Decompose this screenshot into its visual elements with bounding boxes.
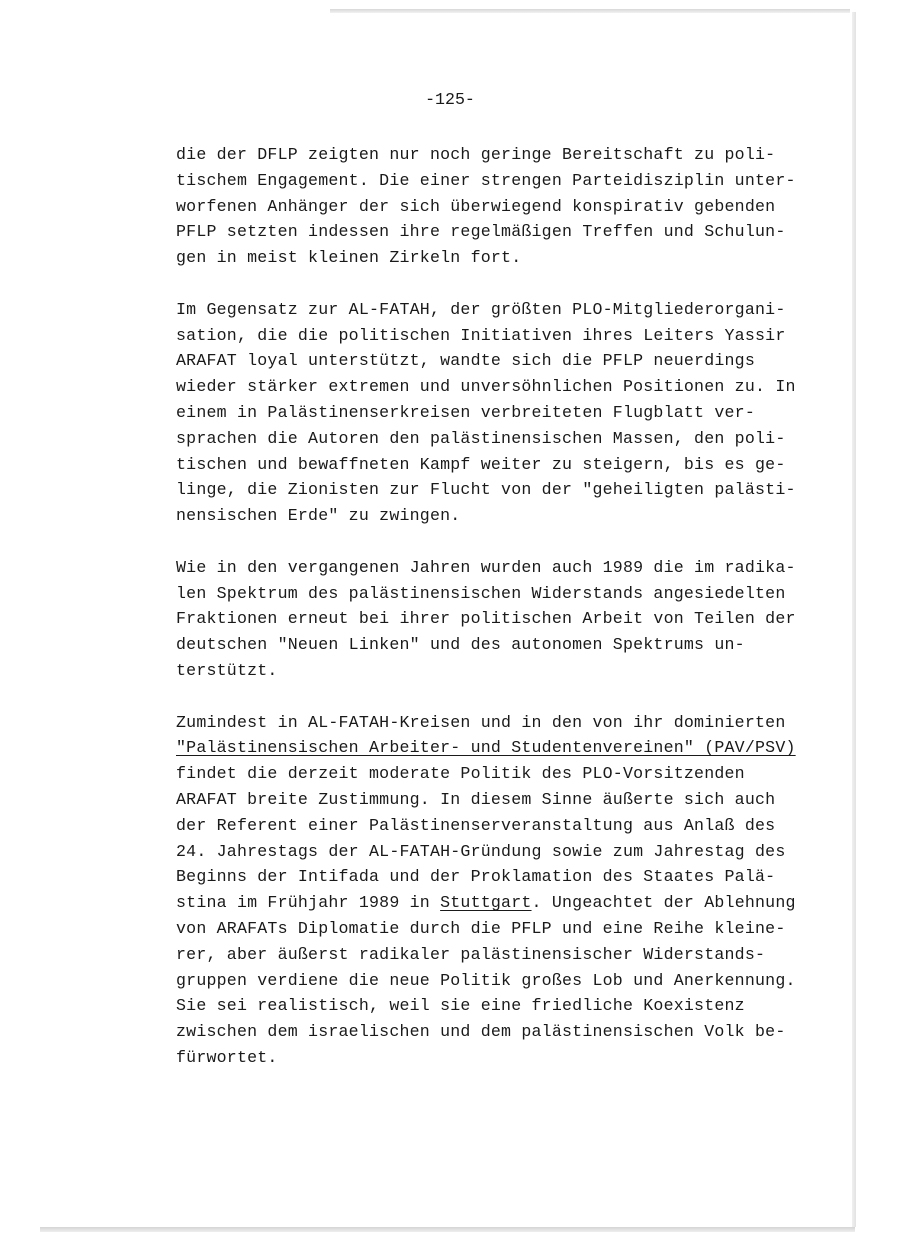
text-line: Fraktionen erneut bei ihrer politischen Arbeit von Teilen der bbox=[176, 609, 796, 629]
body-text bbox=[176, 142, 836, 1096]
text-line: linge, die Zionisten zur Flucht von der "geheiligten palästi- bbox=[176, 480, 796, 500]
scan-edge-bottom bbox=[40, 1227, 855, 1232]
text-line: der Referent einer Palästinenserveranstaltung aus Anlaß des bbox=[176, 815, 776, 835]
text-line: len Spektrum des palästinensischen Widerstands angesiedelten bbox=[176, 583, 786, 603]
text-line: sation, die die politischen Initiativen ihres Leiters Yassir bbox=[176, 325, 786, 345]
text-line: rer, aber äußerst radikaler palästinensischer Widerstands- bbox=[176, 944, 766, 964]
text-line: Zumindest in AL-FATAH-Kreisen und in den von ihr dominierten bbox=[176, 712, 786, 732]
text-line: deutschen "Neuen Linken" und des autonomen Spektrums un- bbox=[176, 635, 745, 655]
text-line bbox=[176, 890, 836, 916]
text-line: einem in Palästinenserkreisen verbreiteten Flugblatt ver- bbox=[176, 402, 755, 422]
paragraph-3 bbox=[176, 555, 836, 684]
underlined-city-name: Stuttgart bbox=[440, 893, 532, 913]
text-line: gruppen verdiene die neue Politik großes Lob und Anerkennung. bbox=[176, 970, 796, 990]
text-line: terstützt. bbox=[176, 660, 278, 680]
text-line: wieder stärker extremen und unversöhnlichen Positionen zu. In bbox=[176, 377, 796, 397]
text-line: Sie sei realistisch, weil sie eine friedliche Koexistenz bbox=[176, 996, 745, 1016]
text-line: Im Gegensatz zur AL-FATAH, der größten PLO-Mitgliederorgani- bbox=[176, 299, 786, 319]
text-line: findet die derzeit moderate Politik des PLO-Vorsitzenden bbox=[176, 764, 745, 784]
scan-edge-top bbox=[330, 9, 850, 13]
text-line: worfenen Anhänger der sich überwiegend konspirativ gebenden bbox=[176, 196, 776, 216]
page-number: -125- bbox=[425, 90, 475, 109]
paragraph-4 bbox=[176, 710, 836, 1071]
text-line: ARAFAT breite Zustimmung. In diesem Sinne äußerte sich auch bbox=[176, 789, 776, 809]
scan-edge-right bbox=[852, 12, 856, 1227]
text-segment: . Ungeachtet der Ablehnung bbox=[531, 893, 796, 913]
text-line: von ARAFATs Diplomatie durch die PFLP und eine Reihe kleine- bbox=[176, 918, 786, 938]
text-line: 24. Jahrestags der AL-FATAH-Gründung sowie zum Jahrestag des bbox=[176, 841, 786, 861]
text-line: sprachen die Autoren den palästinensischen Massen, den poli- bbox=[176, 428, 786, 448]
paragraph-2 bbox=[176, 297, 836, 529]
text-line: fürwortet. bbox=[176, 1047, 278, 1067]
text-line: gen in meist kleinen Zirkeln fort. bbox=[176, 248, 522, 268]
text-line: Beginns der Intifada und der Proklamation des Staates Palä- bbox=[176, 867, 776, 887]
text-line: ARAFAT loyal unterstützt, wandte sich die PFLP neuerdings bbox=[176, 351, 755, 371]
text-line: PFLP setzten indessen ihre regelmäßigen Treffen und Schulun- bbox=[176, 222, 786, 242]
text-segment: stina im Frühjahr 1989 in bbox=[176, 893, 441, 913]
text-line: tischen und bewaffneten Kampf weiter zu steigern, bis es ge- bbox=[176, 454, 786, 474]
text-line: zwischen dem israelischen und dem palästinensischen Volk be- bbox=[176, 1022, 786, 1042]
text-line: tischem Engagement. Die einer strengen Parteidisziplin unter- bbox=[176, 170, 796, 190]
text-line: die der DFLP zeigten nur noch geringe Bereitschaft zu poli- bbox=[176, 145, 776, 164]
text-line: nensischen Erde" zu zwingen. bbox=[176, 506, 461, 526]
underlined-organization-name: "Palästinensischen Arbeiter- und Studentenvereinen" (PAV/PSV) bbox=[176, 738, 796, 758]
paragraph-1 bbox=[176, 142, 836, 271]
text-line: Wie in den vergangenen Jahren wurden auch 1989 die im radika- bbox=[176, 557, 796, 577]
